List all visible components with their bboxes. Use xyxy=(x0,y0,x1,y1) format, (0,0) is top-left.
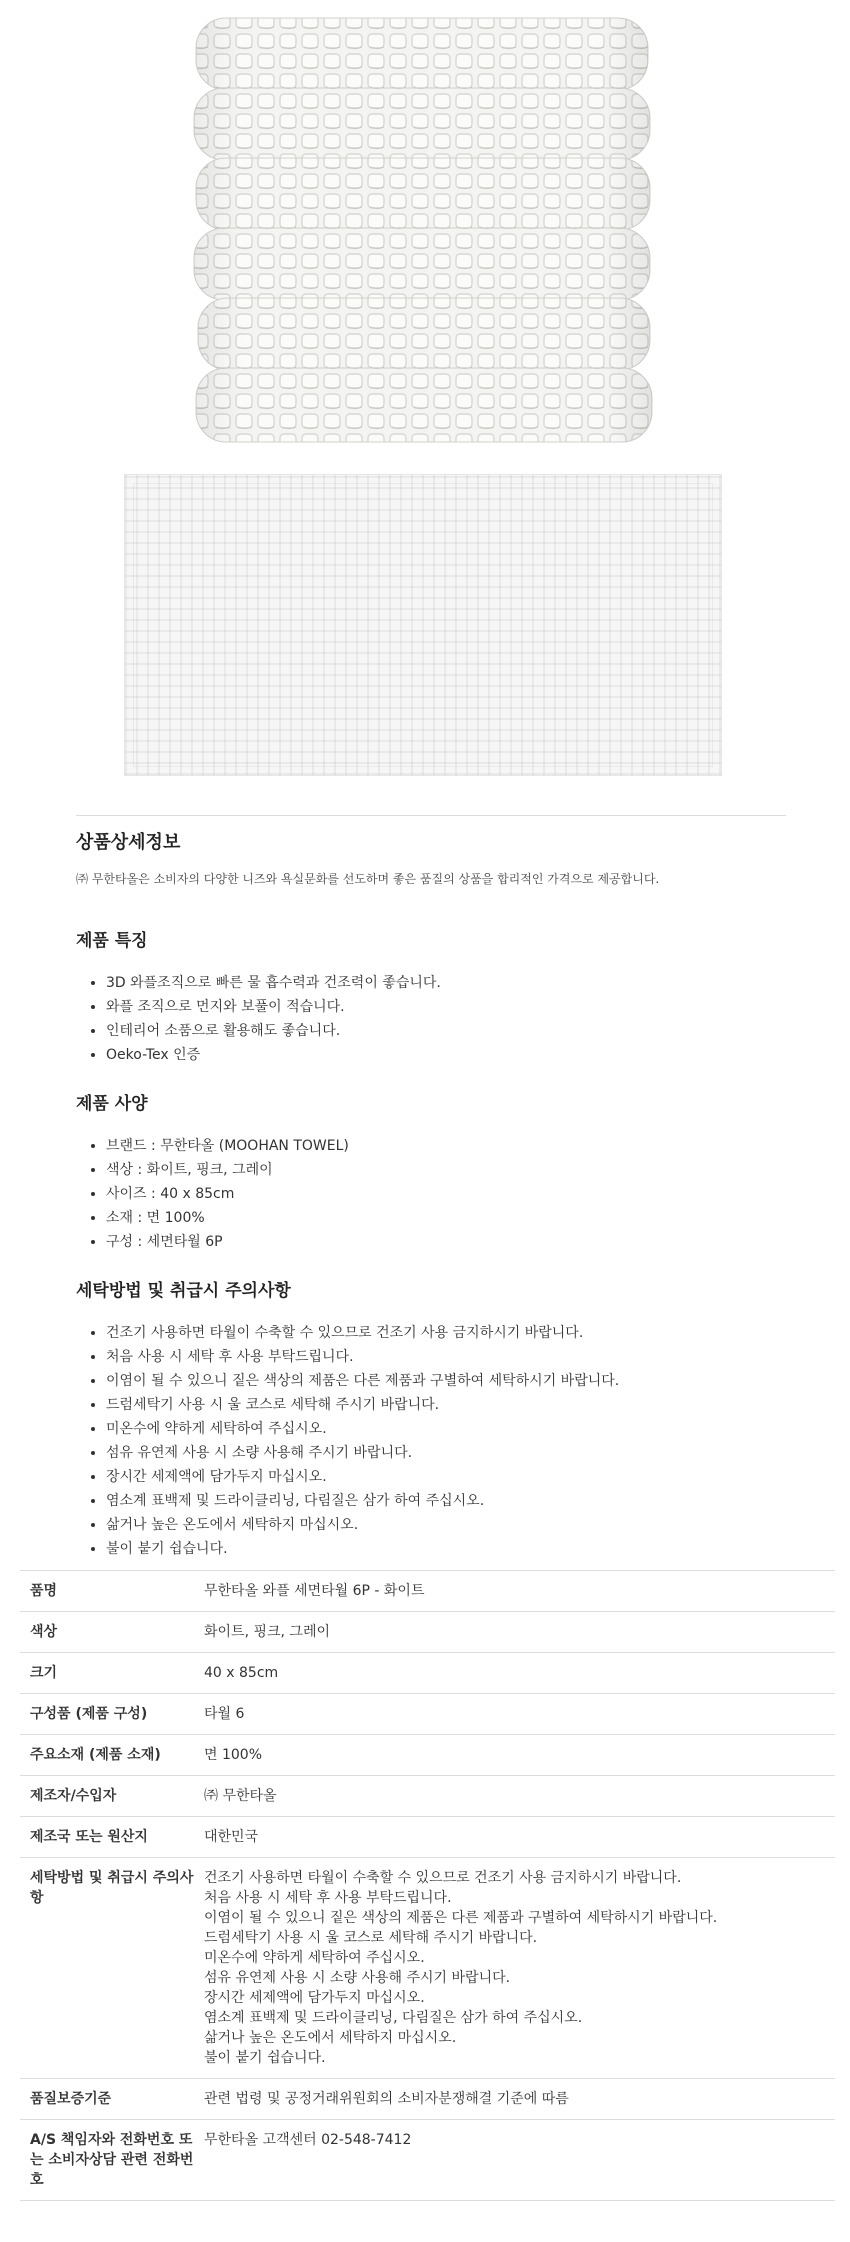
care-item: • 섬유 유연제 사용 시 소량 사용해 주시기 바랍니다. xyxy=(106,1441,786,1465)
row-value: 대한민국 xyxy=(204,1829,259,1845)
care-item: • 건조기 사용하면 타월이 수축할 수 있으므로 건조기 사용 금지하시기 바랍니다. xyxy=(106,1321,786,1345)
spec-item: • 사이즈 : 40 x 85cm xyxy=(106,1182,786,1206)
row-label: 품명 xyxy=(30,1583,58,1599)
row-value: 무한타올 와플 세면타월 6P - 화이트 xyxy=(204,1583,425,1599)
care-line: 염소계 표백제 및 드라이클리닝, 다림질은 삼가 하여 주십시오. xyxy=(204,2010,583,2026)
care-list xyxy=(76,1321,786,1561)
spec-item: • 구성 : 세면타월 6P xyxy=(106,1230,786,1254)
row-value: 타월 6 xyxy=(204,1706,245,1722)
spec-item: • 소재 : 면 100% xyxy=(106,1206,786,1230)
features-list xyxy=(76,971,786,1067)
detail-intro: ㈜ 무한타올은 소비자의 다양한 니즈와 욕실문화를 선도하며 좋은 품질의 상품을 합리적인 가격으로 제공합니다. xyxy=(76,872,660,886)
care-line: 처음 사용 시 세탁 후 사용 부탁드립니다. xyxy=(204,1890,452,1906)
care-item: • 이염이 될 수 있으니 짙은 색상의 제품은 다른 제품과 구별하여 세탁하시기 바랍니다. xyxy=(106,1369,786,1393)
features-heading: 제품 특징 xyxy=(76,931,148,951)
care-item: • 염소계 표백제 및 드라이클리닝, 다림질은 삼가 하여 주십시오. xyxy=(106,1489,786,1513)
row-label: 제조자/수입자 xyxy=(30,1788,117,1804)
product-image-towel-stack xyxy=(190,12,655,450)
row-value-care xyxy=(204,1858,835,2079)
care-line: 드럼세탁기 사용 시 울 코스로 세탁해 주시기 바랍니다. xyxy=(204,1930,538,1946)
care-item: • 드럼세탁기 사용 시 울 코스로 세탁해 주시기 바랍니다. xyxy=(106,1393,786,1417)
table-row xyxy=(20,1612,835,1653)
section-divider xyxy=(76,815,786,816)
feature-item: • Oeko-Tex 인증 xyxy=(106,1043,786,1067)
row-label: 세탁방법 및 취급시 주의사항 xyxy=(30,1870,194,1906)
row-value: 관련 법령 및 공정거래위원회의 소비자분쟁해결 기준에 따름 xyxy=(204,2091,569,2107)
product-detail-section xyxy=(76,815,786,1561)
detail-title: 상품상세정보 xyxy=(76,832,181,853)
table-row xyxy=(20,2079,835,2120)
row-label: 구성품 (제품 구성) xyxy=(30,1706,148,1722)
feature-item: • 와플 조직으로 먼지와 보풀이 적습니다. xyxy=(106,995,786,1019)
table-row xyxy=(20,1776,835,1817)
care-line: 불이 붙기 쉽습니다. xyxy=(204,2050,326,2066)
table-row xyxy=(20,1694,835,1735)
spec-item: • 색상 : 화이트, 핑크, 그레이 xyxy=(106,1158,786,1182)
spec-item: • 브랜드 : 무한타올 (MOOHAN TOWEL) xyxy=(106,1134,786,1158)
feature-item: • 3D 와플조직으로 빠른 물 흡수력과 건조력이 좋습니다. xyxy=(106,971,786,995)
table-row xyxy=(20,1735,835,1776)
row-label: A/S 책임자와 전화번호 또는 소비자상담 관련 전화번호 xyxy=(30,2132,194,2188)
feature-item: • 인테리어 소품으로 활용해도 좋습니다. xyxy=(106,1019,786,1043)
table-row xyxy=(20,1858,835,2079)
care-item: • 삶거나 높은 온도에서 세탁하지 마십시오. xyxy=(106,1513,786,1537)
table-row xyxy=(20,1817,835,1858)
care-line: 장시간 세제액에 담가두지 마십시오. xyxy=(204,1990,425,2006)
product-image-towel-flat xyxy=(124,474,722,776)
care-line: 이염이 될 수 있으니 짙은 색상의 제품은 다른 제품과 구별하여 세탁하시기 바랍니다. xyxy=(204,1910,718,1926)
row-value: ㈜ 무한타올 xyxy=(204,1788,277,1804)
row-label: 제조국 또는 원산지 xyxy=(30,1829,148,1845)
row-label: 주요소재 (제품 소재) xyxy=(30,1747,161,1763)
table-row xyxy=(20,1653,835,1694)
care-line: 섬유 유연제 사용 시 소량 사용해 주시기 바랍니다. xyxy=(204,1970,511,1986)
care-item: • 불이 붙기 쉽습니다. xyxy=(106,1537,786,1561)
row-value: 면 100% xyxy=(204,1747,262,1763)
care-heading: 세탁방법 및 취급시 주의사항 xyxy=(76,1281,291,1301)
care-item: • 장시간 세제액에 담가두지 마십시오. xyxy=(106,1465,786,1489)
spec-list xyxy=(76,1134,786,1254)
row-value: 무한타올 고객센터 02-548-7412 xyxy=(204,2132,412,2148)
row-value: 40 x 85cm xyxy=(204,1665,279,1681)
care-item: • 미온수에 약하게 세탁하여 주십시오. xyxy=(106,1417,786,1441)
care-line: 삶거나 높은 온도에서 세탁하지 마십시오. xyxy=(204,2030,457,2046)
row-label: 품질보증기준 xyxy=(30,2091,112,2107)
table-row xyxy=(20,2120,835,2201)
care-line: 건조기 사용하면 타월이 수축할 수 있으므로 건조기 사용 금지하시기 바랍니다. xyxy=(204,1870,682,1886)
spec-heading: 제품 사양 xyxy=(76,1094,148,1114)
table-row xyxy=(20,1571,835,1612)
row-value: 화이트, 핑크, 그레이 xyxy=(204,1624,330,1640)
row-label: 색상 xyxy=(30,1624,58,1640)
care-line: 미온수에 약하게 세탁하여 주십시오. xyxy=(204,1950,425,1966)
row-label: 크기 xyxy=(30,1665,58,1681)
product-info-table xyxy=(20,1570,835,2201)
care-item: • 처음 사용 시 세탁 후 사용 부탁드립니다. xyxy=(106,1345,786,1369)
